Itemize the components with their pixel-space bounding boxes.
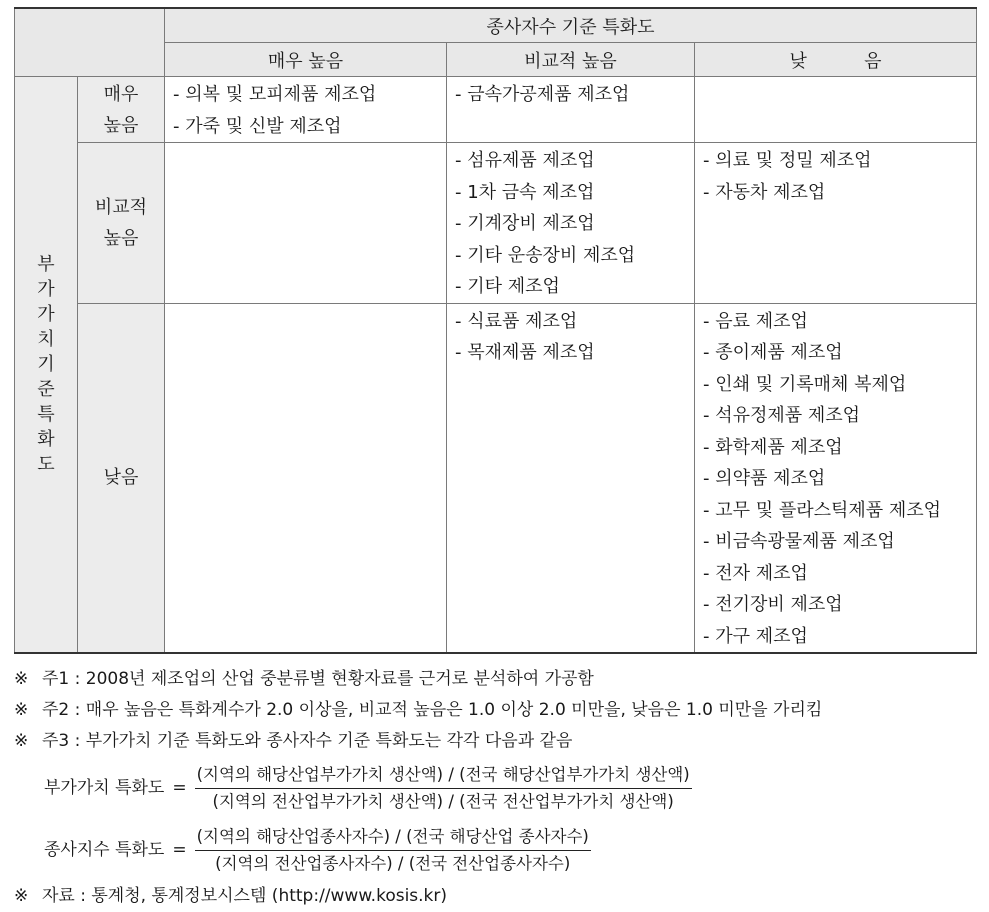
formula-employment-denominator: (지역의 전산업종사자수) / (전국 전산업종사자수) — [215, 853, 571, 873]
industry-item: - 의약품 제조업 — [703, 468, 826, 489]
row-group-header-text: 부가가치기준특화도 — [37, 254, 55, 475]
fraction — [195, 824, 591, 877]
note-3 — [14, 726, 976, 757]
corner-cell — [15, 8, 165, 77]
note-mark: ※ — [14, 731, 29, 751]
source-text: 자료 : 통계청, 통계정보시스템 (http://www.kosis.kr) — [42, 886, 448, 906]
industry-list — [447, 143, 694, 303]
row-group-header — [15, 77, 78, 654]
column-group-header: 종사자수 기준 특화도 — [165, 8, 977, 43]
matrix-row — [15, 77, 977, 143]
row-header: 낮음 — [78, 303, 165, 653]
specialization-matrix-table — [14, 7, 977, 654]
formula-value-added-denominator: (지역의 전산업부가가치 생산액) / (전국 전산업부가가치 생산액) — [212, 791, 674, 811]
industry-list — [165, 77, 446, 142]
industry-item: - 인쇄 및 기록매체 복제업 — [703, 373, 907, 395]
matrix-cell — [165, 303, 447, 653]
formula-value-added-numerator: (지역의 해당산업부가가치 생산액) / (전국 해당산업부가가치 생산액) — [195, 762, 692, 789]
formula-employment-numerator: (지역의 해당산업종사자수) / (전국 해당산업 종사자수) — [195, 824, 591, 851]
column-header: 낮 음 — [695, 43, 977, 77]
note-2 — [14, 695, 976, 726]
industry-list — [695, 77, 976, 79]
industry-item: - 음료 제조업 — [703, 310, 808, 332]
note-mark: ※ — [14, 669, 29, 689]
matrix-cell — [695, 303, 977, 653]
industry-list — [695, 143, 976, 208]
matrix-cell — [165, 143, 447, 304]
note-mark: ※ — [14, 700, 29, 720]
industry-item: - 전기장비 제조업 — [703, 594, 843, 615]
industry-list — [165, 304, 446, 306]
formula-value-added — [14, 757, 976, 819]
industry-item: - 전자 제조업 — [703, 562, 808, 584]
industry-item: - 석유정제품 제조업 — [703, 405, 861, 426]
equals-sign: = — [172, 777, 187, 798]
row-header: 비교적 높음 — [78, 143, 165, 304]
matrix-cell — [695, 143, 977, 304]
document — [14, 7, 976, 912]
industry-item: - 자동차 제조업 — [703, 181, 826, 203]
fraction — [195, 762, 692, 815]
industry-item: - 목재제품 제조업 — [455, 342, 595, 363]
matrix-row — [15, 303, 977, 653]
matrix-row — [15, 143, 977, 304]
industry-item: - 비금속광물제품 제조업 — [703, 531, 895, 552]
formula-employment — [14, 819, 976, 881]
column-header: 비교적 높음 — [447, 43, 695, 77]
industry-list — [165, 143, 446, 145]
matrix-cell — [165, 77, 447, 143]
column-header: 매우 높음 — [165, 43, 447, 77]
matrix-cell — [447, 77, 695, 143]
industry-item: - 기타 제조업 — [455, 276, 560, 297]
equals-sign: = — [172, 839, 187, 860]
industry-item: - 섬유제품 제조업 — [455, 150, 595, 171]
industry-item: - 기계장비 제조업 — [455, 213, 595, 234]
industry-item: - 가죽 및 신발 제조업 — [173, 115, 342, 137]
industry-item: - 의복 및 모피제품 제조업 — [173, 84, 377, 105]
note-mark: ※ — [14, 886, 29, 906]
industry-item: - 가구 제조업 — [703, 625, 808, 647]
note-2-text: 주2 : 매우 높음은 특화계수가 2.0 이상을, 비교적 높음은 1.0 이상 2.0 미만을, 낮음은 1.0 미만을 가리킴 — [42, 700, 823, 720]
matrix-cell — [447, 303, 695, 653]
note-1 — [14, 664, 976, 695]
formula-value-added-label: 부가가치 특화도 — [44, 777, 165, 798]
industry-item: - 종이제품 제조업 — [703, 342, 843, 363]
source-note — [14, 881, 976, 912]
matrix-cell — [447, 143, 695, 304]
industry-item: - 기타 운송장비 제조업 — [455, 244, 636, 266]
note-3-text: 주3 : 부가가치 기준 특화도와 종사자수 기준 특화도는 각각 다음과 같음 — [42, 731, 573, 751]
industry-list — [695, 304, 976, 653]
industry-item: - 고무 및 플라스틱제품 제조업 — [703, 499, 942, 521]
industry-item: - 금속가공제품 제조업 — [455, 84, 630, 105]
industry-list — [447, 77, 694, 111]
industry-item: - 1차 금속 제조업 — [455, 181, 595, 203]
formula-employment-label: 종사지수 특화도 — [44, 839, 165, 860]
industry-item: - 의료 및 정밀 제조업 — [703, 150, 872, 171]
note-1-text: 주1 : 2008년 제조업의 산업 중분류별 현황자료를 근거로 분석하여 가공함 — [42, 669, 594, 689]
industry-item: - 식료품 제조업 — [455, 310, 578, 332]
matrix-cell — [695, 77, 977, 143]
notes — [14, 664, 976, 912]
industry-list — [447, 304, 694, 369]
industry-item: - 화학제품 제조업 — [703, 436, 843, 458]
row-header: 매우 높음 — [78, 77, 165, 143]
